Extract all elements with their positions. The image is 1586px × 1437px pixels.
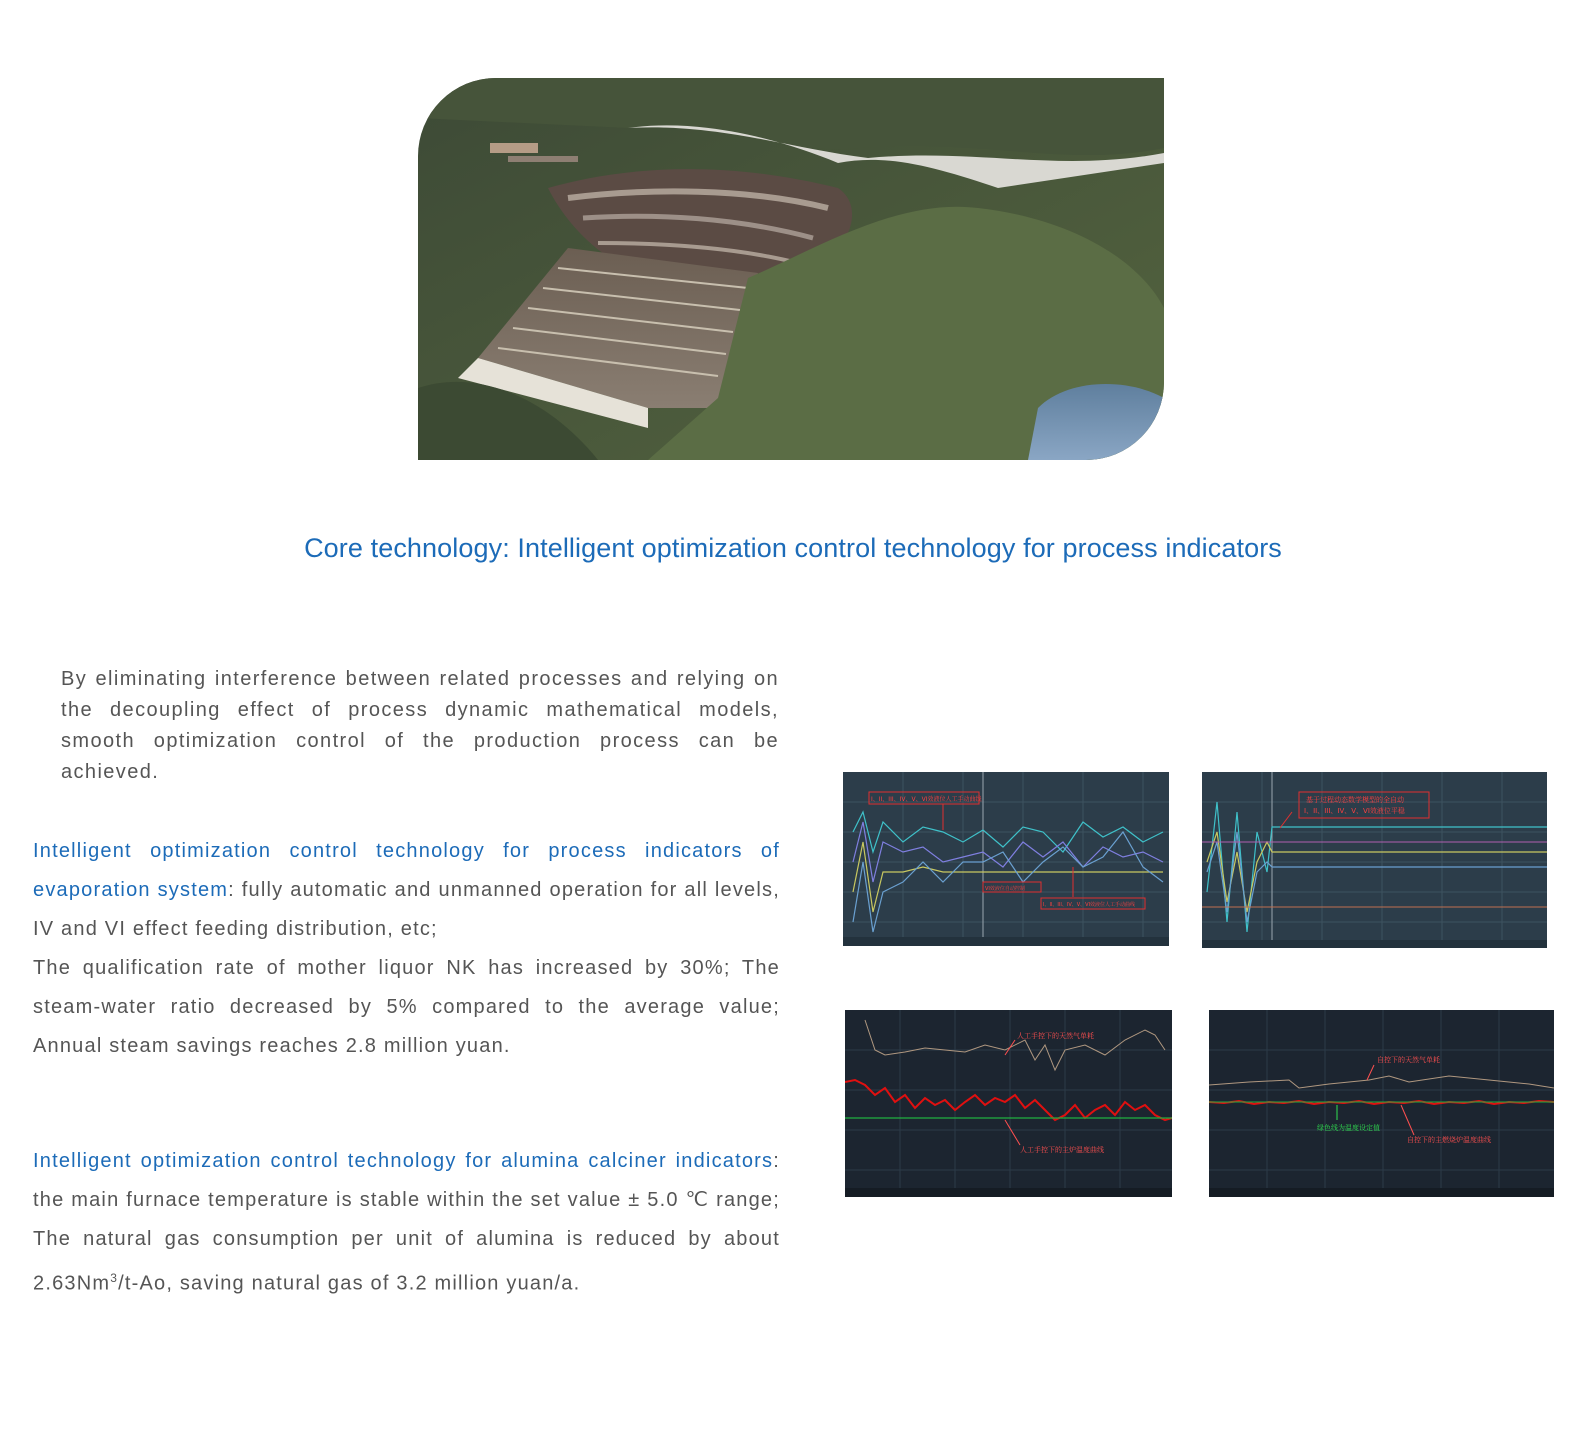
calciner-manual-trend-screenshot: [845, 1010, 1172, 1197]
calciner-manual-gas-label: 人工手控下的天然气单耗: [1017, 1032, 1094, 1040]
evaporation-system-block: [33, 832, 780, 1066]
intro-paragraph: By eliminating interference between related processes and relying on the decoupling effect of process dynamic mathematical models, smooth optimization control of the production process can be achieved.: [61, 668, 779, 783]
calciner-auto-gas-label: 自控下的天然气单耗: [1377, 1056, 1440, 1064]
evap-manual-label-2: VI效液位自动控制: [985, 886, 1025, 892]
evaporation-results: The qualification rate of mother liquor NK has increased by 30%; The steam-water ratio decreased by 5% compared to the average value; Annual steam savings reaches 2.8 million yuan.: [33, 957, 780, 1057]
calciner-block: [33, 1142, 780, 1304]
evaporation-auto-trend-screenshot: [1202, 772, 1547, 948]
core-technology-title: Core technology: Intelligent optimization control technology for process indicators: [304, 533, 1282, 563]
calciner-description: : the main furnace temperature is stable within the set value ± 5.0 ℃ range; The natural gas consumption per unit of alumina is reduced by about 2.63Nm: [33, 1150, 780, 1295]
calciner-unit-superscript: 3: [110, 1271, 119, 1285]
calciner-heading: Intelligent optimization control technology for alumina calciner indicators: [33, 1150, 774, 1172]
calciner-auto-temp-label: 自控下的主燃烧炉温度曲线: [1407, 1136, 1491, 1144]
evap-manual-label-1: I、II、III、IV、V、VI效液位人工手动曲线: [871, 796, 982, 803]
calciner-description-end: /t-Ao, saving natural gas of 3.2 million yuan/a.: [118, 1272, 581, 1295]
evap-auto-label-1: 基于过程动态数学模型的全自动: [1306, 796, 1404, 804]
evaporation-heading: Intelligent optimization control technology for process indicators of evaporation system: [33, 840, 780, 901]
calciner-manual-temp-label: 人工手控下的主炉温度曲线: [1020, 1146, 1104, 1154]
aerial-tailings-dam-photo: [418, 78, 1164, 460]
evap-manual-label-3: I、II、III、IV、V、VI效液位人工手动曲线: [1043, 902, 1136, 908]
evaporation-manual-trend-screenshot: [843, 772, 1169, 946]
calciner-auto-setpoint-label: 绿色线为温度设定值: [1317, 1124, 1380, 1132]
evap-auto-label-2: I、II、III、IV、V、VI效液位平稳: [1304, 807, 1405, 815]
evaporation-description: : fully automatic and unmanned operation for all levels, IV and VI effect feeding distribution, etc;: [33, 879, 780, 940]
hero-aerial-image: [418, 78, 1164, 460]
calciner-auto-trend-screenshot: [1209, 1010, 1554, 1197]
